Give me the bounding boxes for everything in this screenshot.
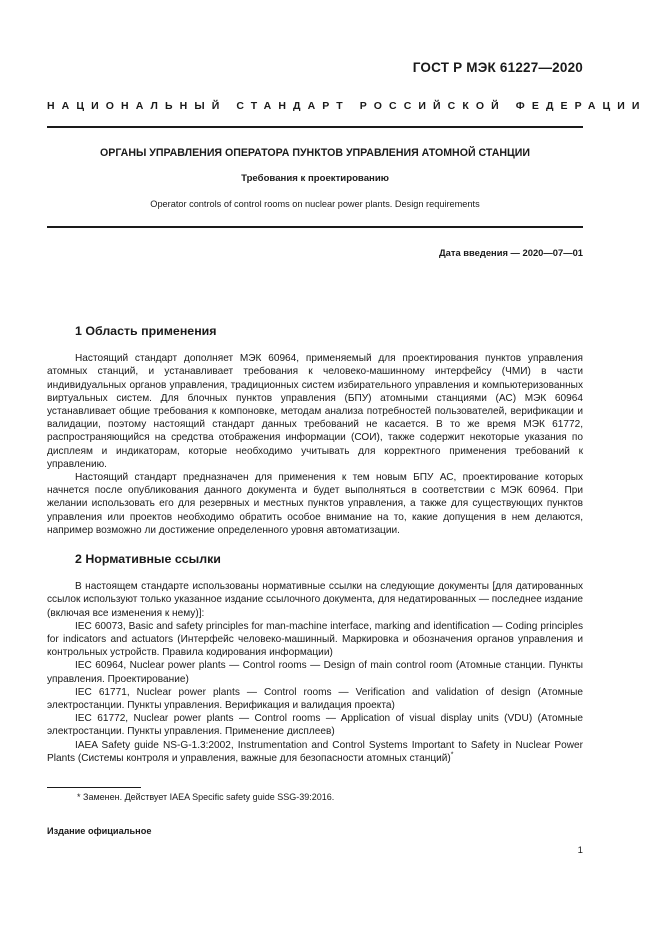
- reference-item: IEC 60073, Basic and safety principles for man-machine interface, marking and identification — Coding principles for indicators and actuators (Интерфейс человеко-машинный. Маркировка и обозначения органов управления и контрольных устройств. Правила кодирования информации): [47, 620, 583, 659]
- bottom-rule: [47, 226, 583, 228]
- section-1-paragraph: Настоящий стандарт дополняет МЭК 60964, применяемый для проектирования пунктов управления атомных станций, и устанавливает требования к человеко-машинному интерфейсу (ЧМИ) в части индивидуальных органов управления, традиционных систем избирательного управления и компьютеризованных виртуальных систем. Для блочных пунктов управления (БПУ) атомными станциями (АС) МЭК 60964 устанавливает общие требования к компоновке, методам анализа потребностей пользователей, верификации и валидации, поэтому настоящий стандарт данных требований не касается. В то же время МЭК 61772, распространяющийся на средства отображения информации (СОИ), также содержит некоторые указания по дисплеям и индикаторам, которые необходимо учитывать для корректного применения требований к управлению.: [47, 353, 583, 470]
- national-standard-banner: НАЦИОНАЛЬНЫЙ СТАНДАРТ РОССИЙСКОЙ ФЕДЕРАЦИИ: [47, 100, 647, 112]
- footnote-rule: [47, 787, 141, 788]
- reference-item: [47, 739, 583, 765]
- footnote-mark: *: [450, 751, 454, 759]
- reference-item: IEC 61771, Nuclear power plants — Control rooms — Verification and validation of design (Атомные электростанции. Пункты управления. Верификация и валидация проекта): [47, 686, 583, 712]
- reference-item: IEC 61772, Nuclear power plants — Control rooms — Application of visual display units (VDU) (Атомные электростанции. Пункты управления. Применение дисплеев): [47, 713, 583, 738]
- document-title-english: Operator controls of control rooms on nuclear power plants. Design requirements: [150, 199, 480, 209]
- document-subtitle: Требования к проектированию: [241, 173, 389, 184]
- document-body: [47, 325, 583, 765]
- section-2-paragraph: В настоящем стандарте использованы нормативные ссылки на следующие документы [для датированных ссылок используют только указанное издание ссылочного документа, для недатированных — последнее издание (включая все изменения к нему)]:: [47, 581, 583, 619]
- section-1-paragraph: Настоящий стандарт предназначен для применения к тем новым БПУ АС, проектирование которых начнется после опубликования данного документа и будет выполняться в соответствии с МЭК 60964. При желании использовать его для резервных и местных пунктов управления, а также для существующих пунктов управления или проектов необходимо обратить особое внимание на то, какие допущения в нем делаются, например возможно ли достижение определенного уровня автоматизации.: [47, 472, 583, 536]
- reference-text: IAEA Safety guide NS-G-1.3:2002, Instrumentation and Control Systems Important to Safety in Nuclear Power Plants (Системы контроля и управления, важные для безопасности атомных станций): [47, 739, 583, 764]
- introduction-date: Дата введения — 2020—07—01: [438, 247, 583, 258]
- section-2-title: 2 Нормативные ссылки: [75, 552, 221, 567]
- document-title: ОРГАНЫ УПРАВЛЕНИЯ ОПЕРАТОРА ПУНКТОВ УПРАВЛЕНИЯ АТОМНОЙ СТАНЦИИ: [100, 147, 530, 159]
- standard-id: ГОСТ Р МЭК 61227—2020: [412, 60, 583, 75]
- official-edition-label: Издание официальное: [47, 826, 152, 836]
- top-rule: [47, 126, 583, 128]
- footnote: * Заменен. Действует IAEA Specific safety guide SSG-39:2016.: [77, 792, 335, 802]
- page-number: 1: [577, 845, 583, 856]
- section-1-title: 1 Область применения: [75, 324, 217, 338]
- reference-item: IEC 60964, Nuclear power plants — Control rooms — Design of main control room (Атомные станции. Пункты управления. Проектирование): [47, 660, 583, 685]
